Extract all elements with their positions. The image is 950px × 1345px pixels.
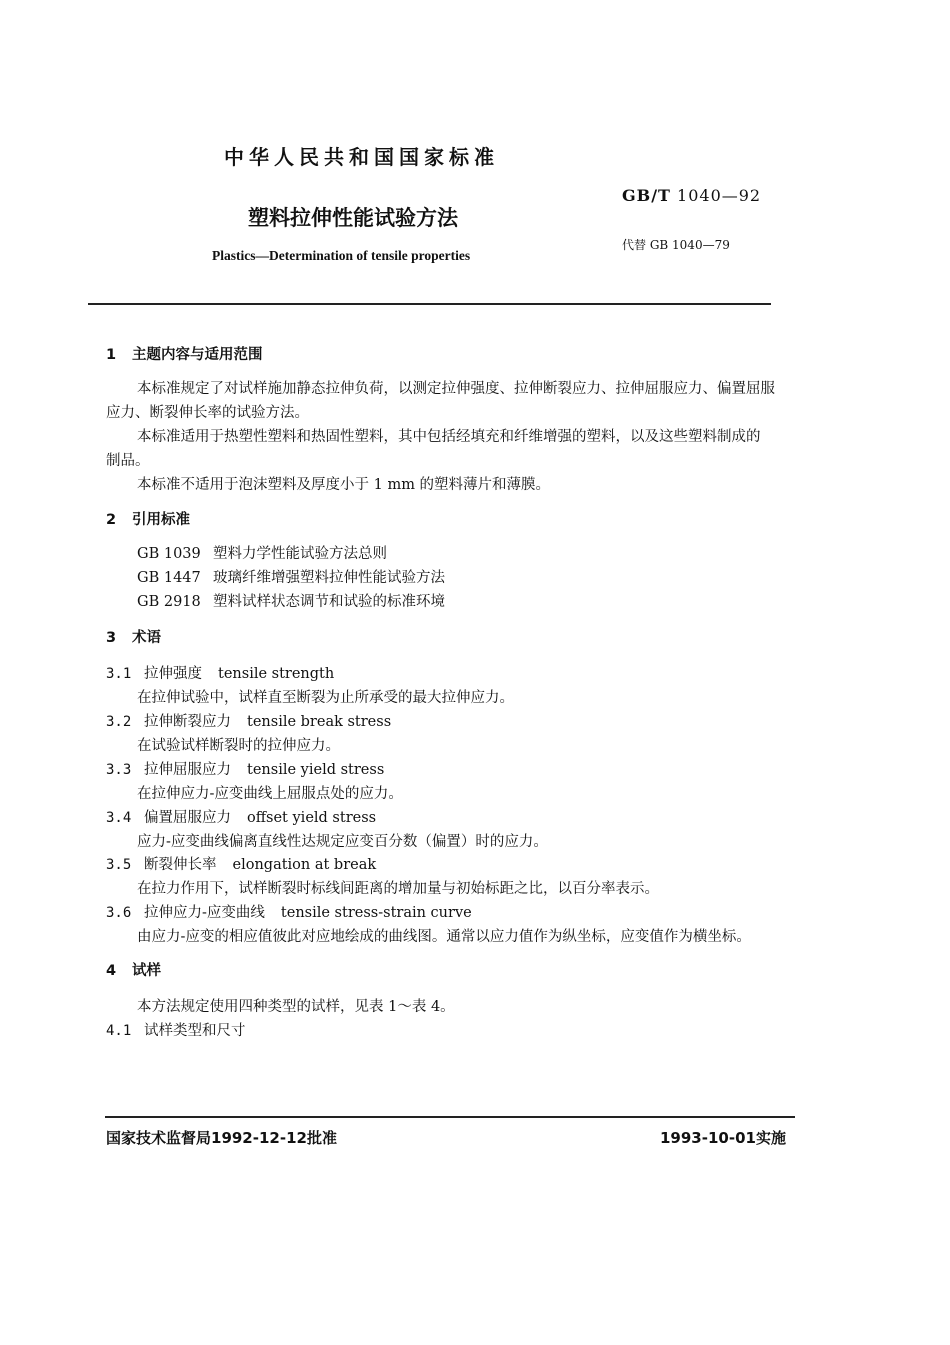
section-title: 主题内容与适用范围 (132, 347, 263, 363)
effective-date-note: 1993-10-01实施 (660, 1129, 786, 1147)
term-name-zh: 断裂伸长率 (144, 857, 217, 873)
term-name-zh: 拉伸断裂应力 (144, 714, 231, 730)
section-title: 术语 (132, 630, 161, 646)
header-divider (88, 303, 771, 305)
standard-code-number: 1040—92 (677, 186, 762, 205)
section-number: 4 (106, 963, 117, 979)
term-entry (106, 806, 376, 827)
subsection-heading (106, 1019, 246, 1040)
term-name-en: tensile break stress (247, 714, 392, 730)
term-definition: 在试验试样断裂时的拉伸应力。 (137, 738, 340, 754)
reference-title: 塑料试样状态调节和试验的标准环境 (213, 594, 445, 610)
reference-code: GB 2918 (137, 594, 201, 610)
term-definition: 在拉伸试验中，试样直至断裂为止所承受的最大拉伸应力。 (137, 690, 514, 706)
term-definition: 由应力-应变的相应值彼此对应地绘成的曲线图。通常以应力值作为纵坐标，应变值作为横坐标。 (137, 929, 751, 945)
term-entry (106, 710, 391, 731)
replaces-note: 代替 GB 1040—79 (622, 238, 730, 252)
term-name-zh: 偏置屈服应力 (144, 810, 231, 826)
paragraph-line: 本标准适用于热塑性塑料和热固性塑料，其中包括经填充和纤维增强的塑料，以及这些塑料制成的 (137, 429, 761, 445)
term-entry (106, 901, 472, 922)
term-entry (106, 853, 376, 874)
term-name-en: elongation at break (232, 857, 377, 873)
footer-divider (105, 1116, 795, 1118)
term-name-en: tensile stress-strain curve (280, 905, 472, 921)
subsection-number: 4.1 (106, 1023, 132, 1039)
term-number: 3.2 (106, 714, 132, 730)
paragraph-line: 本方法规定使用四种类型的试样，见表 1～表 4。 (137, 999, 455, 1015)
document-title-en: Plastics—Determination of tensile properties (212, 248, 471, 263)
section-2-heading (106, 508, 190, 529)
term-entry (106, 758, 384, 779)
term-number: 3.1 (106, 666, 132, 682)
section-number: 2 (106, 512, 117, 528)
section-title: 试样 (132, 963, 161, 979)
term-name-zh: 拉伸应力-应变曲线 (144, 905, 265, 921)
reference-code: GB 1447 (137, 570, 201, 586)
paragraph-line: 制品。 (106, 453, 150, 469)
standard-code (622, 186, 761, 205)
section-number: 1 (106, 347, 117, 363)
term-name-zh: 拉伸屈服应力 (144, 762, 231, 778)
term-name-en: offset yield stress (247, 810, 377, 826)
section-number: 3 (106, 630, 117, 646)
term-number: 3.3 (106, 762, 132, 778)
term-entry (106, 662, 334, 683)
term-number: 3.6 (106, 905, 132, 921)
term-definition: 应力-应变曲线偏离直线性达规定应变百分数（偏置）时的应力。 (137, 834, 548, 850)
section-title: 引用标准 (132, 512, 190, 528)
reference-title: 玻璃纤维增强塑料拉伸性能试验方法 (213, 570, 445, 586)
term-definition: 在拉伸应力-应变曲线上屈服点处的应力。 (137, 786, 403, 802)
subsection-title: 试样类型和尺寸 (144, 1023, 246, 1039)
reference-title: 塑料力学性能试验方法总则 (213, 546, 387, 562)
section-1-heading (106, 343, 263, 364)
reference-code: GB 1039 (137, 546, 201, 562)
term-definition: 在拉力作用下，试样断裂时标线间距离的增加量与初始标距之比，以百分率表示。 (137, 881, 659, 897)
document-title-zh: 塑料拉伸性能试验方法 (248, 206, 458, 230)
standard-code-prefix: GB/T (622, 186, 671, 205)
term-number: 3.5 (106, 857, 132, 873)
paragraph-line: 应力、断裂伸长率的试验方法。 (106, 405, 309, 421)
paragraph-line: 本标准不适用于泡沫塑料及厚度小于 1 mm 的塑料薄片和薄膜。 (137, 477, 551, 493)
term-name-zh: 拉伸强度 (144, 666, 202, 682)
reference-item (137, 590, 445, 611)
term-name-en: tensile strength (218, 666, 335, 682)
reference-item (137, 566, 445, 587)
term-number: 3.4 (106, 810, 132, 826)
term-name-en: tensile yield stress (247, 762, 385, 778)
national-standard-heading: 中华人民共和国国家标准 (224, 145, 499, 169)
section-4-heading (106, 959, 161, 980)
reference-item (137, 542, 387, 563)
section-3-heading (106, 626, 161, 647)
paragraph-line: 本标准规定了对试样施加静态拉伸负荷，以测定拉伸强度、拉伸断裂应力、拉伸屈服应力、偏置屈服 (137, 381, 775, 397)
approval-note: 国家技术监督局1992-12-12批准 (106, 1129, 337, 1147)
